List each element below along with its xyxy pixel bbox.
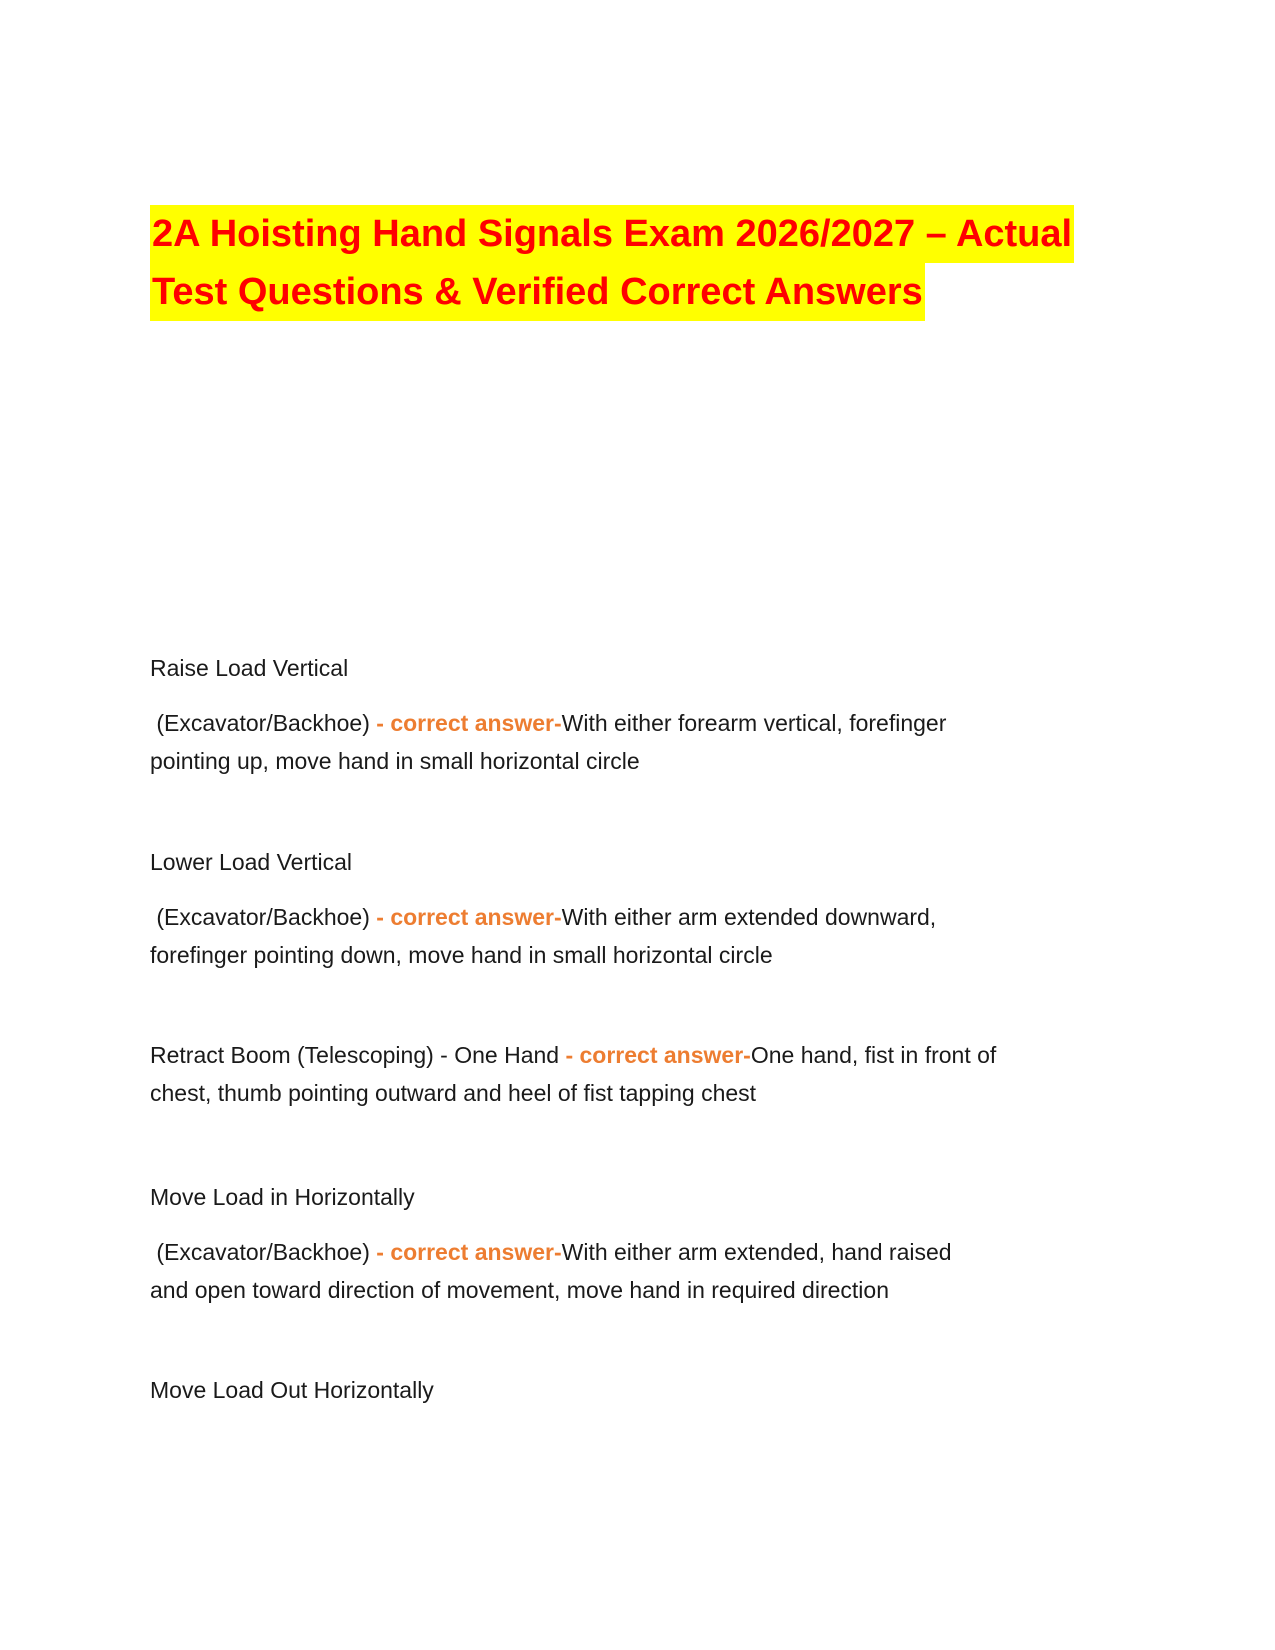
- question-answer-line: [150, 898, 1130, 936]
- question-answer-line: [150, 1036, 1130, 1074]
- answer-text-cont: and open toward direction of movement, move hand in required direction: [150, 1277, 889, 1303]
- question-text: Move Load Out Horizontally: [150, 1377, 434, 1403]
- answer-text: One hand, fist in front of: [750, 1042, 997, 1068]
- qa-entry-move-load-in: [150, 1178, 1130, 1309]
- qa-entry-retract-boom: [150, 1036, 1130, 1112]
- correct-answer-separator: - correct answer-: [376, 1239, 562, 1265]
- question-text: Retract Boom (Telescoping) - One Hand: [150, 1042, 566, 1068]
- question-text-cont: (Excavator/Backhoe): [150, 710, 377, 736]
- answer-text-cont: forefinger pointing down, move hand in small horizontal circle: [150, 942, 773, 968]
- answer-text-cont: pointing up, move hand in small horizontal circle: [150, 748, 640, 774]
- question-text-cont: (Excavator/Backhoe): [150, 904, 377, 930]
- title-line-2: Test Questions & Verified Correct Answers: [150, 263, 925, 321]
- question-text: Lower Load Vertical: [150, 849, 353, 875]
- question-text: Raise Load Vertical: [150, 655, 349, 681]
- qa-entry-raise-load-vertical: [150, 649, 1130, 780]
- question-answer-line: [150, 1233, 1130, 1271]
- correct-answer-separator: - correct answer-: [376, 904, 562, 930]
- answer-text: With either arm extended downward,: [561, 904, 937, 930]
- qa-entry-lower-load-vertical: [150, 843, 1130, 974]
- correct-answer-separator: - correct answer-: [376, 710, 562, 736]
- document-title: [150, 205, 1130, 321]
- question-answer-line: [150, 704, 1130, 742]
- answer-text: With either forearm vertical, forefinger: [561, 710, 947, 736]
- answer-text-cont: chest, thumb pointing outward and heel of fist tapping chest: [150, 1080, 757, 1106]
- qa-entry-move-load-out: [150, 1371, 1130, 1409]
- question-text: Move Load in Horizontally: [150, 1184, 415, 1210]
- answer-text: With either arm extended, hand raised: [561, 1239, 952, 1265]
- question-text-cont: (Excavator/Backhoe): [150, 1239, 377, 1265]
- correct-answer-separator: - correct answer-: [565, 1042, 751, 1068]
- title-line-1: 2A Hoisting Hand Signals Exam 2026/2027 – Actual: [150, 205, 1074, 263]
